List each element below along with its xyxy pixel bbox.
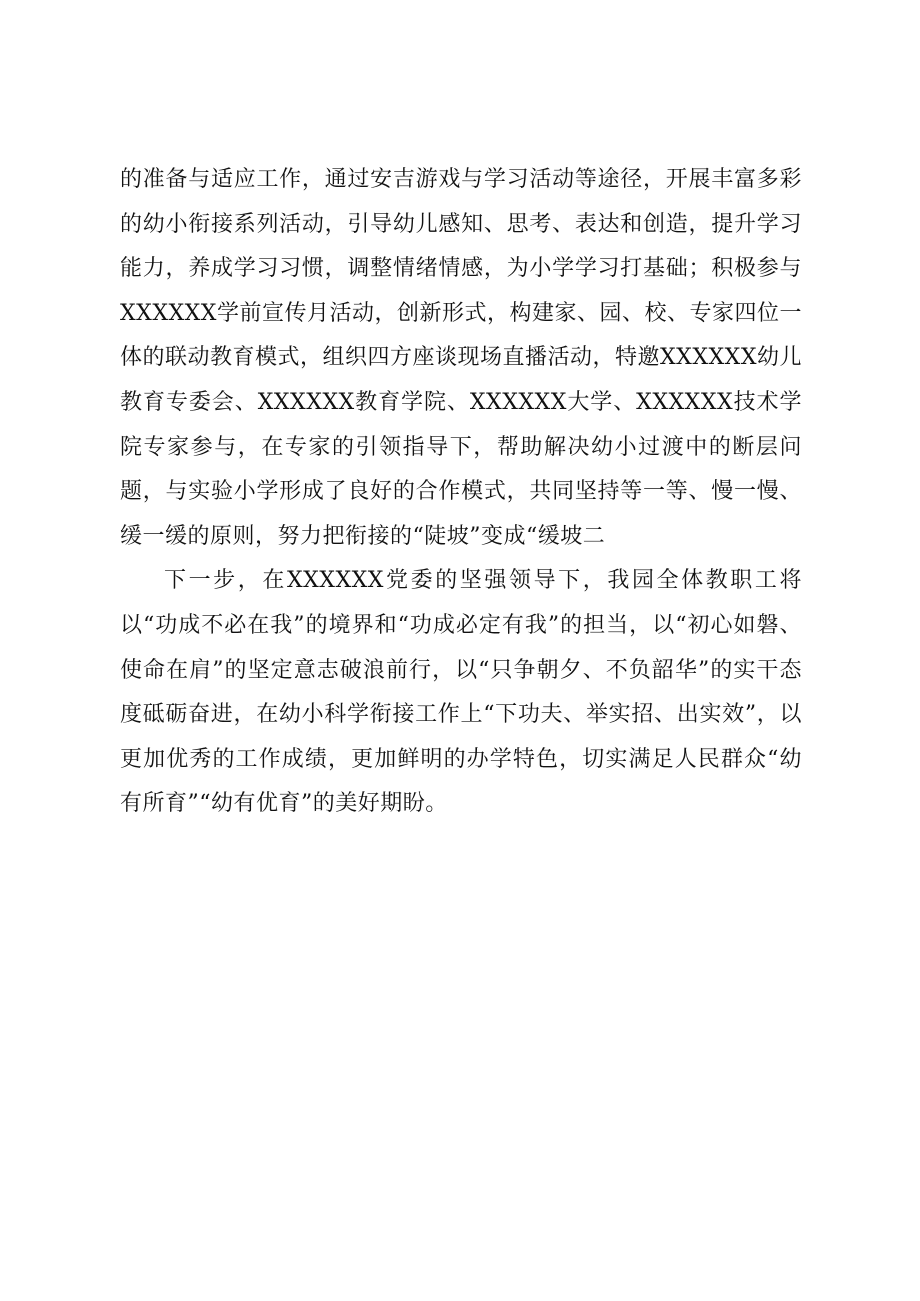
paragraph-continued: 的准备与适应工作，通过安吉游戏与学习活动等途径，开展丰富多彩的幼小衔接系列活动，引导幼儿感知、思考、表达和创造，提升学习能力，养成学习习惯，调整情绪情感，为小学学习打基础；积极参与XXXXXX学前宣传月活动，创新形式，构建家、园、校、专家四位一体的联动教育模式，组织四方座谈现场直播活动，特邀XXXXXX幼儿教育专委会、XXXXXX教育学院、XXXXXX大学、XXXXXX技术学院专家参与，在专家的引领指导下，帮助解决幼小过渡中的断层问题，与实验小学形成了良好的合作模式，共同坚持等一等、慢一慢、缓一缓的原则，努力把衔接的“陡坡”变成“缓坡二 (120, 167, 802, 549)
paragraph-next-steps: 下一步，在XXXXXX党委的坚强领导下，我园全体教职工将以“功成不必在我”的境界和“功成必定有我”的担当，以“初心如磐、使命在肩”的坚定意志破浪前行，以“只争朝夕、不负韶华”的实干态度砥砺奋进，在幼小科学衔接工作上“下功夫、举实招、出实效”，以更加优秀的工作成绩，更加鲜明的办学特色，切实满足人民群众“幼有所育”“幼有优育”的美好期盼。 (120, 568, 802, 817)
document-body (120, 158, 802, 827)
